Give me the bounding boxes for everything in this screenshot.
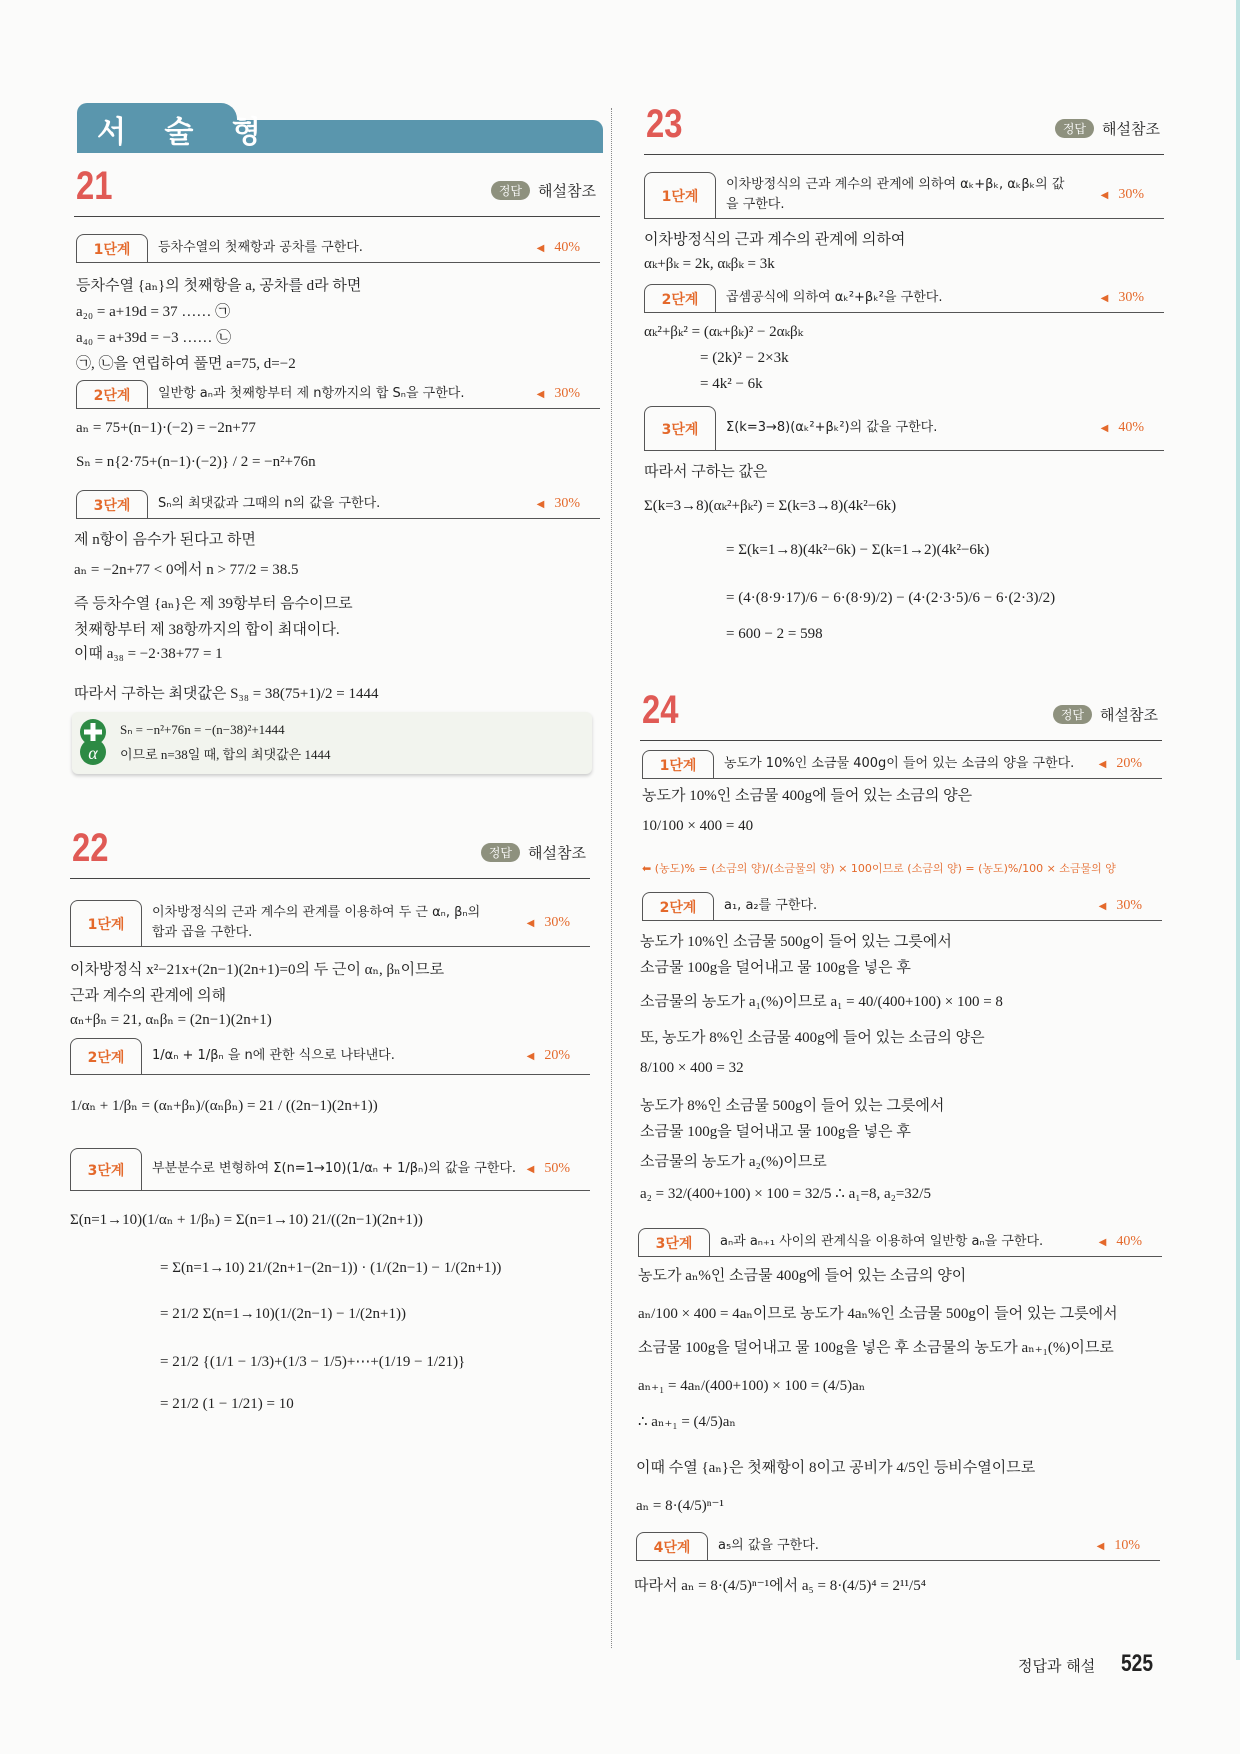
solution-line: a₂₀ = a+19d = 37 …… ㉠ — [76, 304, 231, 320]
problem-23-header — [644, 102, 1164, 155]
solution-line: Sₙ = n{2·75+(n−1)·(−2)} / 2 = −n²+76n — [76, 454, 316, 470]
svg-text:α: α — [88, 743, 98, 763]
step-desc: 일반항 aₙ과 첫째항부터 제 n항까지의 합 Sₙ을 구한다. — [158, 385, 465, 401]
step-badge: 3단계 — [76, 490, 148, 518]
step-desc: 이차방정식의 근과 계수의 관계를 이용하여 두 근 αₙ, βₙ의 합과 곱을 구한다. — [152, 904, 481, 940]
solution-line: = (4·(8·9·17)/6 − 6·(8·9)/2) − (4·(2·3·5)/6 − 6·(2·3)/2) — [726, 590, 1056, 606]
section-banner — [77, 103, 603, 153]
step-desc: 부분분수로 변형하여 Σ(n=1→10)(1/αₙ + 1/βₙ)의 값을 구한다. — [152, 1160, 517, 1176]
step-desc: 등차수열의 첫째항과 공차를 구한다. — [158, 239, 363, 255]
solution-line: 이때 수열 {aₙ}은 첫째항이 8이고 공비가 4/5인 등비수열이므로 — [636, 1460, 1036, 1476]
solution-line: = 600 − 2 = 598 — [726, 626, 823, 642]
solution-line: Σ(n=1→10)(1/αₙ + 1/βₙ) = Σ(n=1→10) 21/((2n−1)(2n+1)) — [70, 1212, 423, 1228]
step-row — [644, 172, 1164, 219]
step-badge: 3단계 — [644, 406, 716, 450]
solution-line: = Σ(k=1→8)(4k²−6k) − Σ(k=1→2)(4k²−6k) — [726, 542, 990, 558]
step-percent: ◀ 10% — [1097, 1538, 1160, 1554]
step-badge: 2단계 — [644, 284, 716, 312]
step-percent: ◀ 30% — [1101, 290, 1164, 306]
tip-line: Sₙ = −n²+76n = −(n−38)²+1444 — [120, 722, 285, 737]
solution-line: a₄₀ = a+39d = −3 …… ㉡ — [76, 330, 232, 346]
solution-line: 첫째항부터 제 38항까지의 합이 최대이다. — [74, 622, 340, 638]
step-row — [636, 1532, 1160, 1561]
solution-line: = Σ(n=1→10) 21/(2n+1−(2n−1)) · (1/(2n−1) − 1/(2n+1)) — [160, 1260, 502, 1276]
step-desc: 농도가 10%인 소금물 400g이 들어 있는 소금의 양을 구한다. — [724, 755, 1075, 771]
solution-line: 농도가 10%인 소금물 400g에 들어 있는 소금의 양은 — [642, 788, 973, 804]
solution-line: = 4k² − 6k — [700, 376, 763, 392]
step-row — [70, 1148, 590, 1191]
step-percent: ◀ 30% — [527, 915, 590, 931]
step-percent: ◀ 40% — [537, 240, 600, 256]
solution-line: a₂ = 32/(400+100) × 100 = 32/5 ∴ a₁=8, a₂=32/5 — [640, 1186, 931, 1202]
solution-line: 이차방정식 x²−21x+(2n−1)(2n+1)=0의 두 근이 αₙ, βₙ이므로 — [70, 962, 445, 978]
solution-line: 따라서 aₙ = 8·(4/5)ⁿ⁻¹에서 a₅ = 8·(4/5)⁴ = 2¹¹/5⁴ — [634, 1578, 926, 1594]
step-badge: 3단계 — [70, 1148, 142, 1190]
solution-line: 농도가 aₙ%인 소금물 400g에 들어 있는 소금의 양이 — [638, 1268, 967, 1284]
step-badge: 1단계 — [642, 750, 714, 778]
step-row — [70, 1038, 590, 1075]
step-badge: 3단계 — [638, 1228, 710, 1256]
footer-label: 정답과 해설 — [1018, 1657, 1096, 1675]
solution-line: 따라서 구하는 최댓값은 S₃₈ = 38(75+1)/2 = 1444 — [74, 686, 379, 702]
step-percent: ◀ 30% — [1099, 898, 1162, 914]
answer-pill: 정답 — [481, 843, 520, 862]
solution-line: 소금물 100g을 덜어내고 물 100g을 넣은 후 소금물의 농도가 aₙ₊₁(%)이므로 — [638, 1340, 1114, 1356]
solution-line: aₙ = −2n+77 < 0에서 n > 77/2 = 38.5 — [74, 562, 299, 578]
solution-line: aₙ = 8·(4/5)ⁿ⁻¹ — [636, 1498, 724, 1514]
solution-line: = 21/2 (1 − 1/21) = 10 — [160, 1396, 294, 1412]
problem-number: 23 — [646, 102, 683, 146]
solution-line: = 21/2 {(1/1 − 1/3)+(1/3 − 1/5)+⋯+(1/19 − 1/21)} — [160, 1354, 466, 1370]
step-badge: 2단계 — [642, 892, 714, 920]
answer-pill: 정답 — [491, 181, 530, 200]
step-desc: 1/αₙ + 1/βₙ 을 n에 관한 식으로 나타낸다. — [152, 1047, 395, 1063]
step-percent: ◀ 30% — [1101, 187, 1164, 203]
answer-pill: 정답 — [1055, 119, 1094, 138]
solution-line: aₙ/100 × 400 = 4aₙ이므로 농도가 4aₙ%인 소금물 500g이 들어 있는 그릇에서 — [638, 1306, 1118, 1322]
step-badge: 2단계 — [70, 1038, 142, 1074]
step-row — [644, 406, 1164, 451]
solution-line: = (2k)² − 2×3k — [700, 350, 789, 366]
solution-line: 이차방정식의 근과 계수의 관계에 의하여 — [644, 232, 906, 248]
solution-line: 8/100 × 400 = 32 — [640, 1060, 744, 1076]
section-title: 서 술 형 — [97, 115, 275, 150]
solution-line: ㉠, ㉡을 연립하여 풀면 a=75, d=−2 — [76, 356, 296, 372]
solution-line: αₖ²+βₖ² = (αₖ+βₖ)² − 2αₖβₖ — [644, 324, 804, 340]
formula-note: ⬅ (농도)% = (소금의 양)/(소금물의 양) × 100이므로 (소금의 양) = (농도)%/100 × 소금물의 양 — [642, 862, 1116, 875]
tip-line: 이므로 n=38일 때, 합의 최댓값은 1444 — [120, 747, 331, 762]
solution-line: 1/αₙ + 1/βₙ = (αₙ+βₙ)/(αₙβₙ) = 21 / ((2n−1)(2n+1)) — [70, 1098, 378, 1114]
step-desc: 곱셈공식에 의하여 αₖ²+βₖ²을 구한다. — [726, 289, 943, 305]
step-desc: a₅의 값을 구한다. — [718, 1537, 819, 1553]
answer-text: 해설참조 — [1102, 120, 1160, 138]
answer-text: 해설참조 — [538, 182, 596, 200]
solution-line: 이때 a₃₈ = −2·38+77 = 1 — [74, 646, 223, 662]
step-row — [76, 380, 600, 409]
problem-21-header — [74, 164, 600, 217]
page-number: 525 — [1121, 1650, 1154, 1677]
answer-ref — [481, 842, 586, 863]
problem-number: 24 — [642, 688, 679, 732]
solution-line: = 21/2 Σ(n=1→10)(1/(2n−1) − 1/(2n+1)) — [160, 1306, 406, 1322]
step-percent: ◀ 40% — [1101, 420, 1164, 436]
solution-line: 농도가 10%인 소금물 500g이 들어 있는 그릇에서 — [640, 934, 952, 950]
solution-line: 농도가 8%인 소금물 500g이 들어 있는 그릇에서 — [640, 1098, 945, 1114]
step-percent: ◀ 40% — [1099, 1234, 1162, 1250]
step-percent: ◀ 20% — [527, 1048, 590, 1064]
column-divider — [611, 108, 612, 1648]
step-desc: a₁, a₂를 구한다. — [724, 897, 818, 913]
solution-line: 등차수열 {aₙ}의 첫째항을 a, 공차를 d라 하면 — [76, 278, 362, 294]
solution-line: ∴ aₙ₊₁ = (4/5)aₙ — [638, 1414, 736, 1430]
page-footer — [1018, 1650, 1157, 1678]
step-desc: Σ(k=3→8)(αₖ²+βₖ²)의 값을 구한다. — [726, 419, 938, 435]
step-badge: 1단계 — [76, 234, 148, 262]
tip-box — [72, 712, 592, 774]
step-percent: ◀ 30% — [537, 496, 600, 512]
solution-line: 즉 등차수열 {aₙ}은 제 39항부터 음수이므로 — [74, 596, 353, 612]
step-row — [638, 1228, 1162, 1257]
plus-alpha-icon — [78, 718, 108, 766]
solution-line: 제 n항이 음수가 된다고 하면 — [74, 532, 256, 548]
step-row — [70, 900, 590, 947]
step-row — [642, 892, 1162, 921]
answer-text: 해설참조 — [528, 844, 586, 862]
step-badge: 1단계 — [70, 900, 142, 946]
problem-24-header — [640, 688, 1162, 741]
step-desc: aₙ과 aₙ₊₁ 사이의 관계식을 이용하여 일반항 aₙ을 구한다. — [720, 1233, 1044, 1249]
page-edge-tab — [1236, 0, 1240, 1660]
step-row — [76, 234, 600, 263]
problem-22-header — [70, 826, 590, 879]
step-row — [642, 750, 1162, 779]
step-percent: ◀ 50% — [527, 1161, 590, 1177]
problem-number: 22 — [72, 826, 109, 870]
solution-line: Σ(k=3→8)(αₖ²+βₖ²) = Σ(k=3→8)(4k²−6k) — [644, 498, 897, 514]
solution-line: 소금물 100g을 덜어내고 물 100g을 넣은 후 — [640, 1124, 911, 1140]
step-row — [76, 490, 600, 519]
problem-number: 21 — [76, 164, 113, 208]
answer-text: 해설참조 — [1100, 706, 1158, 724]
step-badge: 4단계 — [636, 1532, 708, 1560]
solution-line: 소금물 100g을 덜어내고 물 100g을 넣은 후 — [640, 960, 911, 976]
solution-line: 소금물의 농도가 a₁(%)이므로 a₁ = 40/(400+100) × 100 = 8 — [640, 994, 1003, 1010]
step-badge: 1단계 — [644, 172, 716, 218]
answer-ref — [1053, 704, 1158, 725]
solution-line: aₙ₊₁ = 4aₙ/(400+100) × 100 = (4/5)aₙ — [638, 1378, 866, 1394]
answer-pill: 정답 — [1053, 705, 1092, 724]
solution-line: 근과 계수의 관계에 의해 — [70, 988, 227, 1004]
solution-line: 또, 농도가 8%인 소금물 400g에 들어 있는 소금의 양은 — [640, 1030, 985, 1046]
solution-line: αₖ+βₖ = 2k, αₖβₖ = 3k — [644, 256, 775, 272]
answer-ref — [1055, 118, 1160, 139]
solution-line: aₙ = 75+(n−1)·(−2) = −2n+77 — [76, 420, 256, 436]
step-row — [644, 284, 1164, 313]
step-percent: ◀ 20% — [1099, 756, 1162, 772]
solution-line: 따라서 구하는 값은 — [644, 464, 768, 480]
solution-line: 소금물의 농도가 a₂(%)이므로 — [640, 1154, 827, 1170]
answer-ref — [491, 180, 596, 201]
step-percent: ◀ 30% — [537, 386, 600, 402]
solution-line: αₙ+βₙ = 21, αₙβₙ = (2n−1)(2n+1) — [70, 1012, 272, 1028]
step-desc: 이차방정식의 근과 계수의 관계에 의하여 αₖ+βₖ, αₖβₖ의 값을 구한다. — [726, 176, 1065, 212]
step-desc: Sₙ의 최댓값과 그때의 n의 값을 구한다. — [158, 495, 381, 511]
step-badge: 2단계 — [76, 380, 148, 408]
solution-line: 10/100 × 400 = 40 — [642, 818, 754, 834]
